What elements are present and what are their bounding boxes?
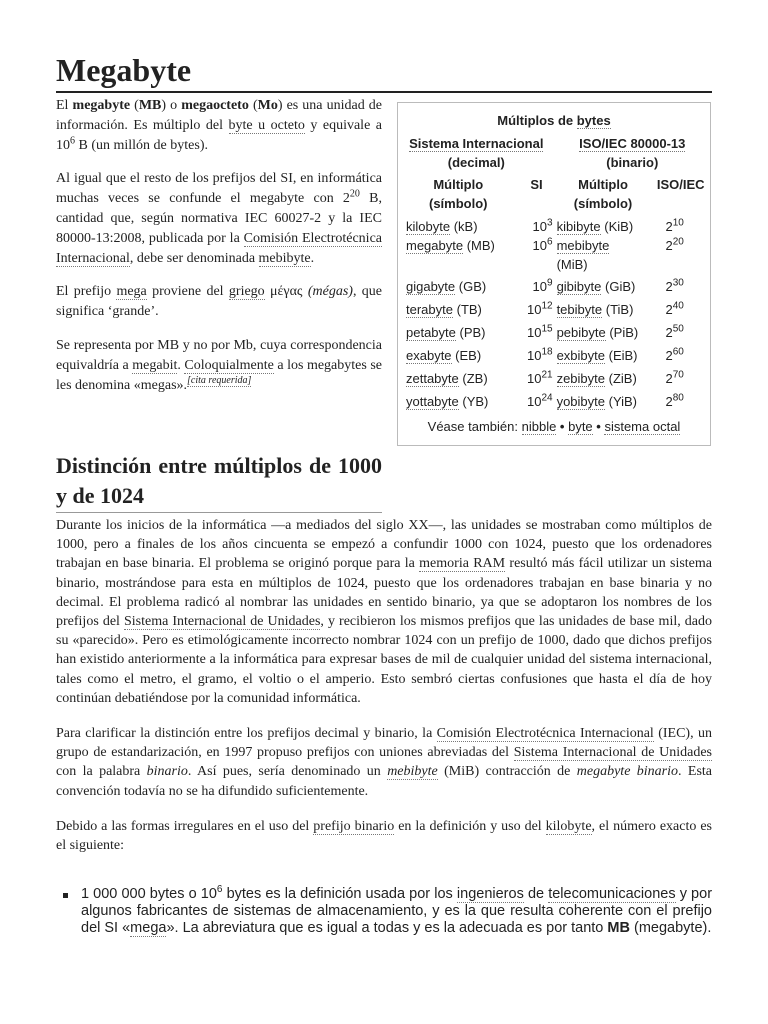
link-yobibyte[interactable]: yobibyte xyxy=(556,394,605,409)
citation-needed-link[interactable]: [cita requerida] xyxy=(187,374,252,386)
table-row: megabyte (MB) $10^6$ mebibyte (MiB) $2^{20}$ xyxy=(406,236,684,272)
table-row: yottabyte (YB) $10^{24}$ yobibyte (YiB) $2^{80}$ xyxy=(406,392,684,409)
table-row: exabyte (EB) $10^{18}$ exbibyte (EiB) $2^{60}$ xyxy=(406,346,684,363)
lead-paragraph-3: El prefijo mega proviene del griego μέγας (mégas), que significa ‘grande’. xyxy=(56,284,382,320)
infobox-title: Múltiplos de bytes xyxy=(497,113,611,128)
infobox-byte-multiples xyxy=(397,102,711,446)
link-mebibyte[interactable]: mebibyte xyxy=(258,250,311,266)
section-heading: Distinción entre múltiplos de 1000 y de 1024 xyxy=(56,453,382,508)
link-zebibyte[interactable]: zebibyte xyxy=(556,371,605,386)
link-tebibyte[interactable]: tebibyte xyxy=(556,302,603,317)
link-kilobyte-2[interactable]: kilobyte xyxy=(545,818,592,834)
link-bytes[interactable]: bytes xyxy=(576,113,611,128)
table-row: gigabyte (GB) $10^9$ gibibyte (GiB) $2^{30}$ xyxy=(406,277,684,294)
body-paragraph-2: Para clarificar la distinción entre los prefijos decimal y binario, la Comisión Electrotécnica Internacional (IEC), un grupo de estandarización, en 1997 propuso prefijos con uniones abreviadas del Sistema Internacional de Unidades con la palabra binario. Así pues, sería denominado un mebibyte (MiB) contracción de megabyte binario. Esta convención todavía no se ha difundido suficientemente. xyxy=(56,726,713,799)
link-griego[interactable]: griego xyxy=(228,284,265,300)
link-iso-iec[interactable]: ISO/IEC 80000-13 xyxy=(579,136,686,151)
link-megabit[interactable]: megabit xyxy=(132,357,178,373)
link-comision-electrotecnica-2[interactable]: Comisión Electrotécnica Internacional xyxy=(436,726,654,742)
table-row: zettabyte (ZB) $10^{21}$ zebibyte (ZiB) $2^{70}$ xyxy=(406,369,684,386)
lead-paragraph-2: Al igual que el resto de los prefijos del SI, en informática muchas veces se confunde el megabyte con $2^{20}$ B, cantidad que, según normativa IEC 60027-2 y la IEC 80000-13:2008, publicada por la Comisión Electrotécnica Internacional, debe ser denominada mebibyte. xyxy=(56,171,382,266)
link-nibble[interactable]: nibble xyxy=(521,419,557,434)
link-petabyte[interactable]: petabyte xyxy=(406,325,456,340)
link-exabyte[interactable]: exabyte xyxy=(406,348,452,363)
table-row: petabyte (PB) $10^{15}$ pebibyte (PiB) $2^{50}$ xyxy=(406,323,684,340)
table-row: kilobyte (kB) $10^3$ kibibyte (KiB) $2^{10}$ xyxy=(406,217,684,234)
link-pebibyte[interactable]: pebibyte xyxy=(556,325,606,340)
section-divider xyxy=(56,512,382,513)
link-mega[interactable]: mega xyxy=(116,284,147,300)
table-row: terabyte (TB) $10^{12}$ tebibyte (TiB) $2^{40}$ xyxy=(406,300,684,317)
link-telecomunicaciones[interactable]: telecomunicaciones xyxy=(548,886,676,902)
link-byte-octeto[interactable]: byte u octeto xyxy=(228,117,305,133)
link-gigabyte[interactable]: gigabyte xyxy=(406,279,456,294)
link-mega-2[interactable]: mega xyxy=(130,920,167,936)
link-kilobyte[interactable]: kilobyte xyxy=(406,219,451,234)
infobox-footer: Véase también: nibble • byte • sistema octal xyxy=(427,419,681,434)
lead-paragraph-4: Se representa por MB y no por Mb, cuya correspondencia equivaldría a megabit. Coloquialmente a los megabytes se les denomina «megas».[cita requerida] xyxy=(56,337,383,393)
link-sistema-octal[interactable]: sistema octal xyxy=(604,419,681,434)
iso-header: ISO/IEC 80000-13 (binario) xyxy=(579,136,686,170)
link-prefijo-binario[interactable]: prefijo binario xyxy=(313,818,395,834)
link-coloquialmente[interactable]: Coloquialmente xyxy=(184,357,274,373)
col-header-multiple-iso: Múltiplo (símbolo) xyxy=(573,177,633,211)
lead-paragraph-1: El megabyte (MB) o megaocteto (Mo) es una unidad de información. Es múltiplo del byte u octeto y equivale a $10^6$ B (un millón de bytes). xyxy=(56,98,382,153)
link-comision-electrotecnica[interactable]: Comisión Electrotécnica Internacional xyxy=(56,230,382,266)
link-sistema-internacional[interactable]: Sistema Internacional xyxy=(409,136,544,151)
infobox-table xyxy=(398,103,710,436)
link-zettabyte[interactable]: zettabyte xyxy=(406,371,459,386)
link-ingenieros[interactable]: ingenieros xyxy=(456,886,524,902)
link-sistema-internacional-unidades-2[interactable]: Sistema Internacional de Unidades xyxy=(513,745,712,761)
lead-section xyxy=(56,96,382,409)
link-yottabyte[interactable]: yottabyte xyxy=(406,394,459,409)
link-memoria-ram[interactable]: memoria RAM xyxy=(419,556,506,572)
link-gibibyte[interactable]: gibibyte xyxy=(556,279,602,294)
page-title: Megabyte xyxy=(56,50,712,93)
link-terabyte[interactable]: terabyte xyxy=(406,302,453,317)
col-header-si: SI xyxy=(530,177,543,192)
col-header-multiple-si: Múltiplo (símbolo) xyxy=(428,177,488,211)
link-sistema-internacional-unidades[interactable]: Sistema Internacional de Unidades xyxy=(123,614,321,630)
link-megabyte[interactable]: megabyte xyxy=(406,238,464,253)
col-header-iso: ISO/IEC xyxy=(656,177,705,192)
link-byte[interactable]: byte xyxy=(568,419,593,434)
list-item: 1 000 000 bytes o $10^6$ bytes es la definición usada por los ingenieros de telecomunicaciones y por algunos fabricantes de sistemas de almacenamiento, y es la que resulta coherente con el prefijo del SI «mega». La abreviatura que es igual a todas y es la adecuada es por tanto MB (megabyte). xyxy=(60,886,712,937)
body-paragraph-3: Debido a las formas irregulares en el uso del prefijo binario en la definición y uso del kilobyte, el número exacto es el siguiente: xyxy=(56,818,712,854)
si-header: Sistema Internacional (decimal) xyxy=(409,136,544,170)
definition-list xyxy=(60,886,712,937)
bullet-icon xyxy=(63,893,68,898)
link-exbibyte[interactable]: exbibyte xyxy=(556,348,605,363)
body-paragraph-1: Durante los inicios de la informática —a mediados del siglo XX—, las unidades se mostraban como múltiplos de 1000, pero a finales de los años cincuenta se empezó a confundir 1000 con 1024, puesto que los ordenadores trabajan en base binaria. El problema se originó porque para la memoria RAM resultó más fácil utilizar un sistema binario, mostrándose para esta en múltiplos de 1024, puesto que los ordenadores trabajan en base binaria y no decimal. El problema radicó al nombrar las unidades en sentido binario, ya que se adoptaron los nombres de los prefijos del Sistema Internacional de Unidades, y recibieron los mismos prefijos que las unidades de base mil, dado su «parecido». Pero es etimológicamente incorrecto nombrar 1024 con un prefijo de 1000, dado que dichos prefijos han existido anteriormente a la informática para expresar bases de mil de cualquier unidad del sistema internacional, tales como el metro, el gramo, el voltio o el amperio. Esto sembró ciertas confusiones que hasta el día de hoy continúan debatiéndose por la comunidad informática. xyxy=(56,518,713,706)
link-mebibyte-2[interactable]: mebibyte xyxy=(387,764,438,780)
body-section xyxy=(56,516,712,871)
link-mebibyte-table[interactable]: mebibyte xyxy=(556,238,610,253)
link-kibibyte[interactable]: kibibyte xyxy=(556,219,601,234)
